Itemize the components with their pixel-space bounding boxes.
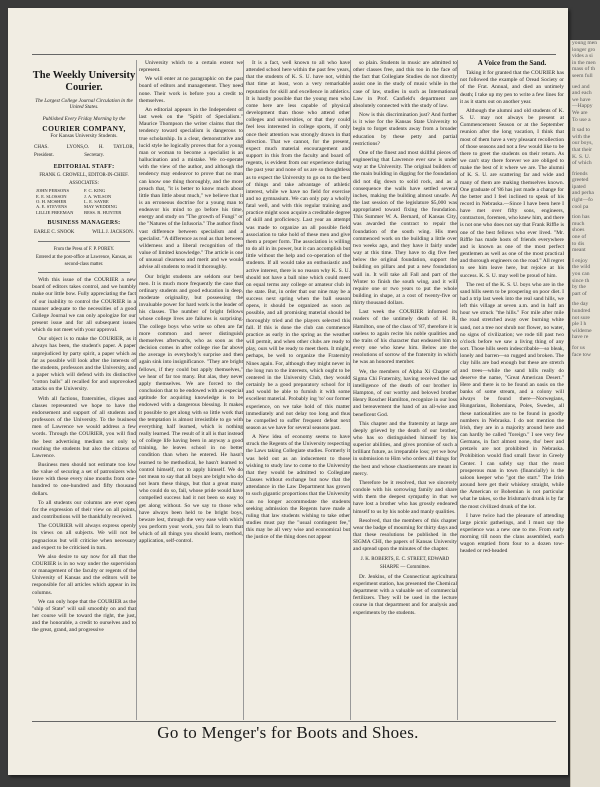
edge-text-fragment: young men <box>572 40 598 46</box>
column-4 <box>353 60 457 722</box>
column-rule <box>457 60 458 720</box>
edge-text-fragment: friends <box>572 170 588 177</box>
edge-text-fragment: since th <box>572 277 590 284</box>
paragraph: Taking it for granted that the COURIER has not followed the example of Oread Society or of the Frat. Annual, and died an untimely death; I take up my pen to write a few lines for it as it starts out on another year. <box>460 70 564 105</box>
edge-text-fragment: tion has <box>572 214 590 221</box>
paragraph: Our bright students are seldom our best men. It is much more frequently the case that ordinary students and good education in deep, moderate originality, but possessing the invaluable power for hard work is the leader of his classes. The number of bright fellows whose college lives are failures is surprising. The college boys who write so often are far more common and never distinguish themselves afterwards, who as soon as the decision comes in after college rise far above the average in everybody's surprise and then again sink into insignificance. "They are bright fellows, if they could but apply themselves," we hear of far too many. But alas, they never apply themselves. We are forced to the conclusion that to be endowed with an especial aptitude for acquiring knowledge is to be endowed with a dangerous blessing. It makes it possible to get along with so little work that the temptation is almost irresistible to go with everything half learned, which is nothing really learned. The result of it all is that instead of college life having been in anyway a good training, he leaves school in no better condition than when he entered. He hasn't learned to be methodical, he hasn't learned to control himself, not to apply himself. We do not mean to say that all boys are bright who do not learn these things, but that a great many who could do so, fail, whose pride would have compelled success had it not been so easy to get along without. So we say to those who have always been held to be bright boys, beware lest, through the very ease with which you perform your work, you fail to learn that which of all things you should learn, method, application, self-control. <box>139 273 243 545</box>
edge-text-fragment: part of <box>572 290 587 297</box>
column-1 <box>32 60 136 722</box>
edge-text-fragment: It sad to <box>572 127 591 134</box>
edge-text-fragment: have re <box>572 334 589 341</box>
officers-row <box>34 144 134 158</box>
edge-text-fragment: in the men <box>572 59 596 66</box>
edge-text-fragment: not sure <box>572 314 590 321</box>
paragraph: It is a fact, well known to all who have attended school here within the past few years, that the students of K. S. U. have not, within that time at least, won a very remarkable reputation for skill and excellence in athletics. It is hardly possible that the young men who come here are less capable of physical development than those who attend other colleges and universities, or that they could feel less interested in college sports, if only once their attention was strongly drawn in that direction. That we cannot, for the present, expect much material encouragement and support in this from the faculty and board of regents, is evident from our experience during the past year and none of us are so thoughtless as to expect the University to go on to the best of things and take advantage of athletic interest, while we have no field for exercise and no gymnasium. We can only pay a wholly fatal well, and with this regular training and practice might soon acquire a creditable degree of skill and proficiency. Last year an attempt was made to organize an all possible field association to take hold of these men and give them a proper form. The association is willing to do all in its power, but it can accomplish but little without the help and co-operation of the students. If all would take an enthusiastic and active interest, there is no reason why K. S. U. should not have a ball nine which could meet on equal terms any college or amateur club in the state. But, in order that our nine may be a success next spring when the ball season opens, it should be organized as soon as possible, and all promising material should be thoroughly tried and the players selected this fall. If this is done the club can commence practice as early in the spring as the weather will permit, and when other clubs are ready to play, ours will be ready to meet them. It might, perhaps, be well to organize the Fraternity Nines again. For, although they might never in the long run to the interests, which ought to be centered in the University Club, they would certainly be a good preparatory school for it and would be able to furnish it with some excellent material. Probably ing 'to' our former experience, on we take hold of this matter immediately and not delay too long and thus be compelled to suffer frequent defeat next season as we have for several seasons past. <box>246 60 350 431</box>
top-rule <box>32 54 556 55</box>
edge-text-fragment: and perha <box>572 190 594 197</box>
paragraph: Now is this discrimination just? And further is it wise for the Kansas State University to begin to forget students away from a broader education by these petty and partial restrictions? <box>353 112 457 147</box>
column-3 <box>246 60 350 722</box>
advertisement-banner: Go to Menger's for Boots and Shoes. <box>157 723 419 742</box>
paragraph: We can only hope that the COURIER as the "ship of State" will sail smoothly on and that her course will be toward the right, the just, and the honorable, a credit to ourselves and to the great, grand, and progressive <box>32 598 136 634</box>
edge-text-fragment: wilderne <box>572 327 592 334</box>
masthead-company: COURIER COMPANY, <box>42 124 126 134</box>
business-row <box>34 229 134 236</box>
edge-text-fragment: To use a <box>572 116 591 123</box>
edge-text-fragment: right—fo <box>572 197 593 204</box>
edge-text-fragment: one of <box>572 234 587 241</box>
edge-text-fragment: shoes <box>572 227 585 234</box>
bottom-rule <box>32 721 556 722</box>
edge-text-fragment: our boys, <box>572 140 593 147</box>
edge-text-fragment: of which <box>572 160 592 167</box>
paragraph: I have twice had the pleasure of attending large picnic gatherings, and I must say the experience was a new one to me. From early morning till noon the clans assembled, each wagon emptied from four to a dozen tow-headed or red-headed <box>460 512 564 555</box>
edge-text-fragment: meant <box>572 247 586 254</box>
edge-text-fragment: vides a si <box>572 53 593 60</box>
masthead-title: The Weekly University Courier. <box>32 70 136 93</box>
divider <box>38 241 130 242</box>
associates-label: ASSOCIATES: <box>69 181 99 187</box>
president: CHAS. LYONS, President. <box>34 145 85 158</box>
paragraph: Our object is to make the COURIER, as it always has been, the student's paper. A paper unprejudiced by party spirit, a paper which as far as possible will look after the interests of the students, professors and the University, and a paper which will defend with its distinctive "cotton balls" all recalled for and unprovoked attacks on the University. <box>32 336 136 393</box>
business-manager: EARLE C. SNOOK <box>34 230 75 236</box>
paragraph: Resolved, that the members of this chapter wear the badge of mourning for thirty days and that these resolutions be published in the SIGMA CHI, the papers of Kansas University and spread upon the minutes of the chapter. <box>353 517 457 553</box>
edge-text-fragment: We are <box>572 109 588 116</box>
column-1-body <box>32 277 136 635</box>
column-rule <box>350 60 351 720</box>
paragraph: Dr. Jenkins, of the Connecticut agricultural experiment station, has presented the Chemical department with a valuable set of commercial fertilizers. They will be used in the lecture course in that department and for analysis and experiments by the students. <box>353 573 457 616</box>
entered-line: Entered at the post-office at Lawrence, Kansas, as second-class matter. <box>36 254 132 267</box>
paragraph: With this issue of the COURIER a new board of editors takes control, and we humbly make our little bow. Fully appreciating the fact of our inability to control the COURIER in a manner adequate to the necessities of a good College Journal we can only apologize for our present issue and for all subsequent issues which do not meet with your approval. <box>32 277 136 334</box>
masthead-for: For Kansas University Students. <box>50 133 118 140</box>
associate: L. E. SAYRE <box>84 199 109 205</box>
divider <box>38 272 130 273</box>
associate: F. C. KING <box>84 188 106 194</box>
edge-text-fragment: I enjoy <box>572 257 588 264</box>
paragraph: This chapter and the fraternity at large are deeply grieved by the death of our brother, who has so distinguished himself by his superior abilities, and gives promise of such a brilliant future, as irreparable loss; yet we bow in submission to Him who orders all things for the best and whose chastisements are meant in mercy. <box>353 420 457 477</box>
paragraph: A New idea of economy seems to have struck the Regents of the University respecting the Laws taking Collegiate studies. Formerly it was held out as an inducement to those wishing to study law to come to the University that they would be admitted to Collegiate Classes without exchange but now that the attendance in the Law Department has grown to such gigantic proportions that the University can no longer accommodate the students seeking admission the Regents have made a ruling that law students wishing to take other studies must pay the "usual contingent fee," this may be all very wise and economical but the justice of the thing does not appear <box>246 434 350 541</box>
article-heading: A Voice from the Sand. <box>477 60 547 67</box>
edge-text-fragment: we have <box>572 96 591 103</box>
associate: A. E. STEVENS <box>36 204 67 210</box>
staff-heading: EDITORIAL STAFF: <box>53 163 115 170</box>
associate: BESS. B. HUNTER <box>84 209 122 215</box>
masthead-subtitle: The Largest College Journal Circulation in the United States. <box>35 98 133 110</box>
edge-text-fragment: hundred <box>572 307 591 314</box>
associate: JOHN PERSONS <box>36 188 70 194</box>
paragraph: With all factions, fraternities, cliques and classes represented we hope to have the endorsement and support of all students and professors of the University. To the business men of Lawrence we would address a few words. Through the COURIER, you will find the best advertising medium not only to reaching the students but also the citizens of Lawrence. <box>32 395 136 459</box>
edge-text-fragment: with the <box>572 133 591 140</box>
press-line: From the Press of F. P. POREY. <box>53 246 115 252</box>
column-2 <box>139 60 243 722</box>
committee-signature: J. K. ROBERTS, E. C. STREET, EDWARD SHARPE — Committee. <box>360 557 450 570</box>
edge-text-fragment: to dis <box>572 240 585 247</box>
associates-list <box>36 188 132 215</box>
edge-text-fragment: by the <box>572 284 586 291</box>
paragraph: The rest of the K. S. U. boys who are in the sand hills seem to be prospering on poor diet. I had a trip last week into the real sand hills, we left this village at seven a.m. and in half an hour we struck "the hills." For mile after mile the road stretched away over burning white sand, not a tree nor shrub nor flower, no water, no signs of civilization; we rode till past two o'clock before we saw a living thing of any sort. Those hills seem indescribable—so bleak, lonely and barren—so rugged and broken. The clay hills are bad enough but these are stretch and trees—while the sand hills really do deserve the name, "Great American Desert." Here and there is to be found an oasis on the banks of some stream, and a colony will always be found there—Norwegians, Hungarians, Bohemians, Poles, Swedes, all these nationalities are to be found in goodly numbers in Nebraska. I do not mention the Irish, they are in a majority around here and can hardly be called "foreign." I see very few Germans, in fact almost none, tho' beer and pretzels are not prohibited in Nebraska. Prohibition would find small favor in Greely Center. I can safely say that the most prosperous man in town (financially) is the saloon keeper who "got the start." The Irish around here get their whiskey straight, while the American or Bohemian is not particular what he takes, so the Irishman's drunk is by far the most civilized drunk of the lot. <box>460 281 564 510</box>
business-manager: WILL J. JACKSON. <box>92 230 134 236</box>
edge-text-fragment: ued and <box>572 83 590 90</box>
edge-text-fragment: greeted <box>572 177 589 184</box>
associate: O. H. MOSHER <box>36 199 67 205</box>
associate: LILLIE FREEMAN <box>36 209 74 215</box>
associate: J. A. WILSON <box>84 193 112 199</box>
paragraph: University which to a certain extent we represent. <box>139 60 243 74</box>
edge-text-fragment: the wild <box>572 264 591 271</box>
edge-text-fragment: —Happy <box>572 103 593 110</box>
associate: MAY WEDDING <box>84 204 118 210</box>
edge-text-fragment: the day <box>572 301 589 308</box>
edge-text-fragment: cool pa <box>572 203 589 210</box>
adjacent-page-edge <box>570 40 600 787</box>
paragraph: Therefore be it resolved, that we sincerely condole with his sorrowing family and share with them the deepest sympathy in that we have lost a brother who has grossly endeared himself to us by his noble and manly qualities. <box>353 479 457 515</box>
edge-text-fragment: that their <box>572 146 593 153</box>
column-5 <box>460 60 564 722</box>
paragraph: We will enter at no paragraphic on the past board of editors and management. They need none. Their work is before you a credit to themselves. <box>139 76 243 104</box>
paragraph: Although the alumni and old students of K. S. U. may not always be present at Commencement Season or at the September reunion after the long vacation, I think that most of them have a very pleasant recollection of those seasons and not a few would like to be there to greet the students on their return. As we can't stay there forever we are obliged to make the best of it where we are. The alumni of K. S. U. are scattering far and wide and many of them are making themselves known. One graduate of '86 has just made a change for the better and I feel inclined to speak of his record in Nebraska.—Since I have been here I have met over fifty sons, engineers, contractors, foremen, who knew him, and there is not one who does not say that Frank Riffle is one of the best fellows who ever lived. "Mr. Riffle has made hosts of friends everywhere and is known as one of the most perfect gentlemen as well as one of the most practical and thorough engineers on the road." All regret to see him leave here, but rejoice at his success. K. S. U. may well be proud of him. <box>460 107 564 279</box>
edge-text-fragment: ipated <box>572 183 586 190</box>
paragraph: One of the finest and most skillful pieces of engineering that Lawrence ever saw is under way at the University. The original builders of the main building in digging for the foundation did not dig down to solid rock, and as a consequence the walls have settled several inches, making the building almost unsafe. At the last session of the legislature $5,000 was appropriated toward fixing the foundation. This Summer W. A. Bernard, of Kansas City, was awarded the contract to repair the foundation of the south wing. His men commenced work on the building a little over two weeks ago, and they have it fairly under way at this time. They have to dig five feet below the original foundation, support the building on pillars and put a new foundation wall in. It will take all Fall and part of the Winter to finish the south wing, and it will require one or two years to put the whole building in shape, at a cost of twenty-five or thirty thousand dollars. <box>353 149 457 307</box>
paragraph: We, the members of Alpha Xi Chapter of Sigma Chi Fraternity, having received the sad intelligence of the death of our brother in Hampton, of our worthy and beloved brother Henry Roscher Hamilton, recognize in our loss and bereavement the hand of an all-wise and beneficent God. <box>353 368 457 418</box>
edge-text-fragment: face tow <box>572 351 592 358</box>
secretary: O. H. TAYLOR, Secretary. <box>84 145 134 158</box>
column-rule <box>243 60 244 720</box>
edge-text-fragment: for us <box>572 344 585 351</box>
column-rule <box>136 60 137 720</box>
paragraph: We also desire to say now for all that the COURIER is in no way under the supervision or management of the faculty or regents of the University of Kansas and the editors will be responsible for all articles which appear in its columns. <box>32 553 136 596</box>
masthead-published: Published Every Friday Morning by the <box>42 116 126 122</box>
edge-text-fragment: much <box>572 220 585 227</box>
edge-text-fragment: seem full <box>572 72 593 79</box>
paragraph: Business men should not estimate too low the value of securing a set of patronizers who leave with these every nine months from one-hundred to one-hundred and fifty thousand dollars. <box>32 461 136 497</box>
newspaper-page <box>8 8 568 775</box>
paragraph: An editorial appears in the Independent of last week on the "Spirit of Specialism." Maurice Thompson the writer claims that the tendency toward specialism is dangerous to true scholarship. In a clear, demonstrative and lucid style he logically proves that for a young man or woman to become a specialist is an hallucination and a mistake. We co-operate with the view of the author, and although the tendency may endeavor to prove that no man can know one thing thoroughly, and the more preach that, "it is better to know much about little than little about much," we believe that it is an erroneous doctrine for a young man to endeavor his mind to go before his time, energy and study on "The growth of Fungi" or the "Natures of the Infusoria." The author finds vast difference between specialism and a specialist. "A difference as real as that between wilderness and a liberal recognition of the value of limited knowledge." The article is one of unusual clearness and merit and we would advise all students to read it thoroughly. <box>139 106 243 271</box>
edge-text-fragment: you can <box>572 271 590 277</box>
paragraph: To all students our columns are ever open for the expression of their view on all points, and contributions will be thankfully received. <box>32 499 136 521</box>
edge-text-fragment: longer gro <box>572 46 596 53</box>
edge-text-fragment: K. S. U. <box>572 153 591 160</box>
paragraph: The COURIER will always express openly its views on all subjects. We will not be pugnacious but will criticise when necessary and expect to be criticised in turn. <box>32 523 136 551</box>
associate: E. E. SLOSSON <box>36 193 67 199</box>
edge-text-fragment: mass of th <box>572 66 595 73</box>
paragraph: so plain. Students in music are admitted to other classes free, and this too in the face of the fact that Collegiate Studies do not directly assist one in the study of music while in the case of law, studies in such as International Law in Prof. Canfield's department are absolutely connected with the study of law. <box>353 60 457 109</box>
edge-text-fragment: and each <box>572 90 592 97</box>
staff-chief: FRANK G. CROWELL, EDITOR-IN-CHIEF. <box>39 172 129 178</box>
business-heading: BUSINESS MANAGERS: <box>47 220 121 227</box>
paragraph: Last week the COURIER informed its readers of the untimely death of H. R. Hamilton, one of the class of '87, therefore it is useless to again recite his noble qualities and the traits of his character that endeared him to every one who knew him. Below are the resolutions of sorrow of the fraternity in which he was an honored member. <box>353 309 457 366</box>
edge-text-fragment: ple I h <box>572 321 587 328</box>
